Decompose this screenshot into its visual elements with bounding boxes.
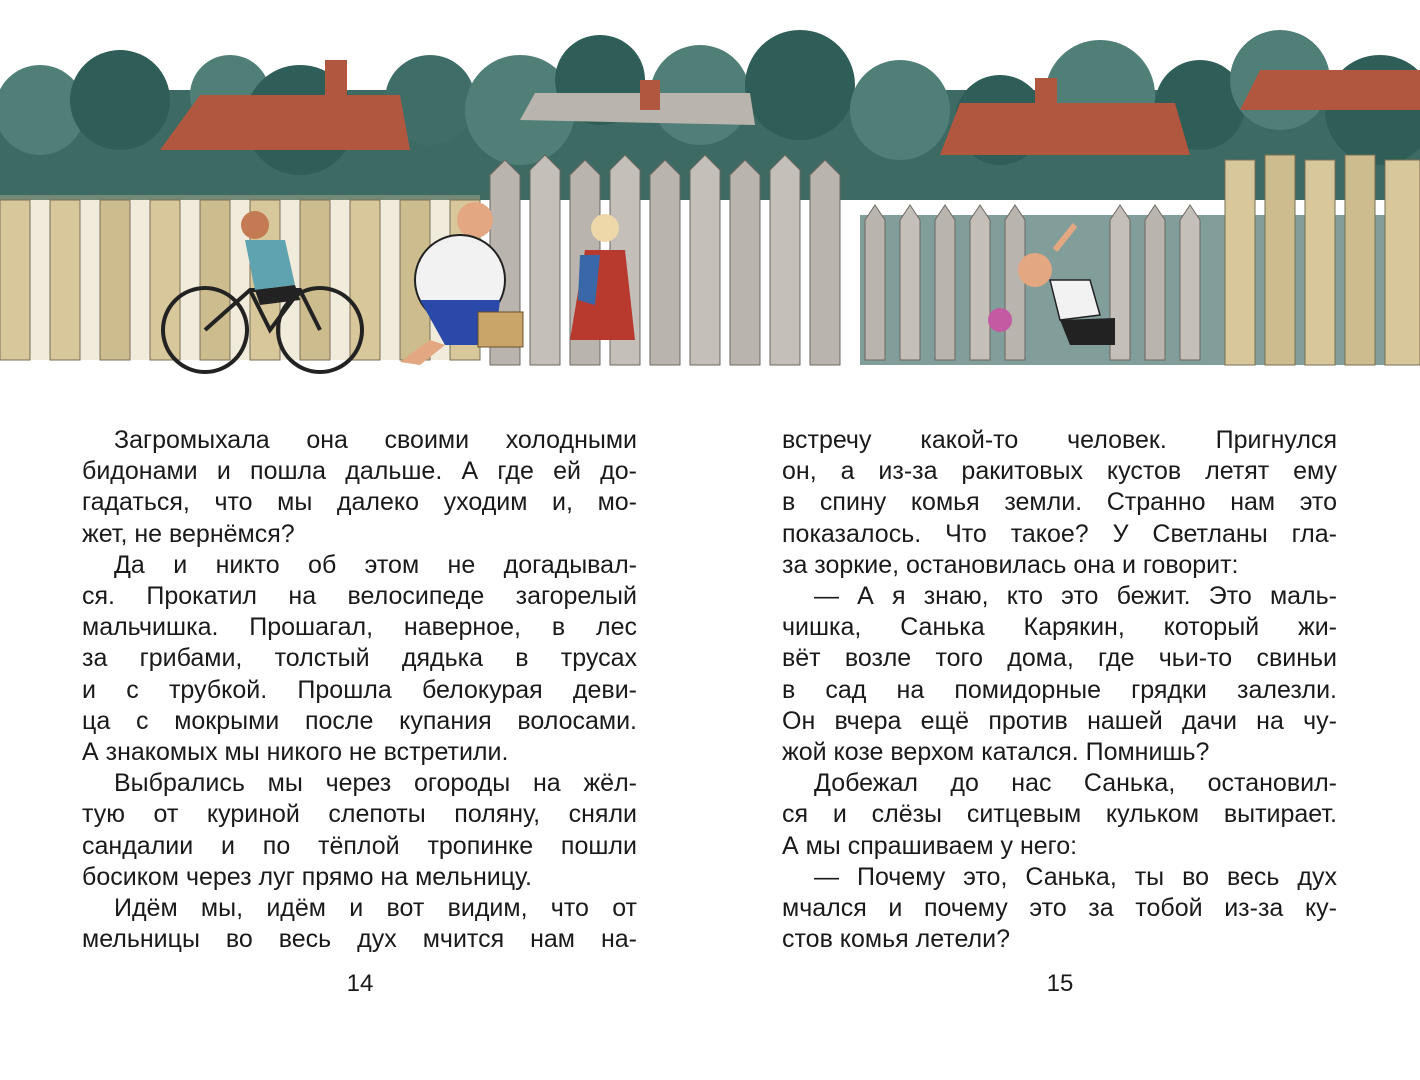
paragraph [782, 581, 1337, 768]
text-line: Он вчера ещё против нашей дачи на чу- [782, 706, 1337, 735]
text-line: чишка, Санька Карякин, который жи- [782, 613, 1337, 642]
text-line: мчался и почему это за тобой из-за ку- [782, 894, 1337, 923]
paragraph [782, 425, 1337, 581]
text-line: сандалии и по тёплой тропинке пошли [82, 831, 637, 860]
paragraph [82, 425, 637, 550]
paragraph [82, 768, 637, 893]
text-line: Загромыхала она своими холодными [114, 426, 637, 454]
text-line: стов комья летели? [782, 925, 1010, 954]
text-line: гадаться, что мы далеко уходим и, мо- [82, 488, 637, 517]
text-line: мельницы во весь дух мчится нам на- [82, 925, 637, 954]
right-page-text [782, 425, 1337, 955]
paragraph [782, 862, 1337, 956]
text-line: и с трубкой. Прошла белокурая деви- [82, 675, 637, 704]
text-line: — А я знаю, кто это бежит. Это маль- [814, 582, 1337, 611]
text-line: вёт возле того дома, где чьи-то свиньи [782, 644, 1337, 673]
text-line: встречу какой-то человек. Пригнулся [782, 426, 1337, 454]
text-line: в спину комья земли. Странно нам это [782, 488, 1337, 517]
paragraph [782, 768, 1337, 862]
page-number-right: 15 [1046, 970, 1074, 997]
text-line: Добежал до нас Санька, остановил- [814, 769, 1337, 798]
text-line: Выбрались мы через огороды на жёл- [114, 769, 637, 798]
text-line: А мы спрашиваем у него: [782, 831, 1078, 860]
text-line: бидонами и пошла дальше. А где ей до- [82, 457, 637, 486]
text-line: мальчишка. Прошагал, наверное, в лес [82, 613, 637, 642]
text-line: тую от куриной слепоты поляну, сняли [82, 800, 637, 829]
text-line: показалось. Что такое? У Светланы гла- [782, 519, 1337, 548]
text-line: он, а из-за ракитовых кустов летят ему [782, 457, 1337, 486]
paragraph [82, 550, 637, 768]
text-line: жой козе верхом катался. Помнишь? [782, 738, 1210, 767]
text-line: за зоркие, остановилась она и говорит: [782, 550, 1239, 579]
village-fence-illustration [0, 0, 1420, 400]
text-line: ся и слёзы ситцевым кульком вытирает. [782, 800, 1337, 829]
text-line: жет, не вернёмся? [82, 519, 295, 548]
text-line: Идём мы, идём и вот видим, что от [114, 894, 637, 923]
text-line: босиком через луг прямо на мельницу. [82, 862, 532, 891]
text-line: ся. Прокатил на велосипеде загорелый [82, 582, 637, 611]
text-line: — Почему это, Санька, ты во весь дух [814, 862, 1337, 891]
text-line: за грибами, толстый дядька в трусах [82, 644, 637, 673]
page-number-left: 14 [346, 970, 374, 997]
text-line: Да и никто об этом не догадывал- [114, 550, 637, 579]
text-line: А знакомых мы никого не встретили. [82, 738, 509, 767]
text-line: ца с мокрыми после купания волосами. [82, 706, 637, 735]
text-line: в сад на помидорные грядки залезли. [782, 675, 1337, 704]
left-page-text [82, 425, 637, 955]
paragraph [82, 893, 637, 955]
